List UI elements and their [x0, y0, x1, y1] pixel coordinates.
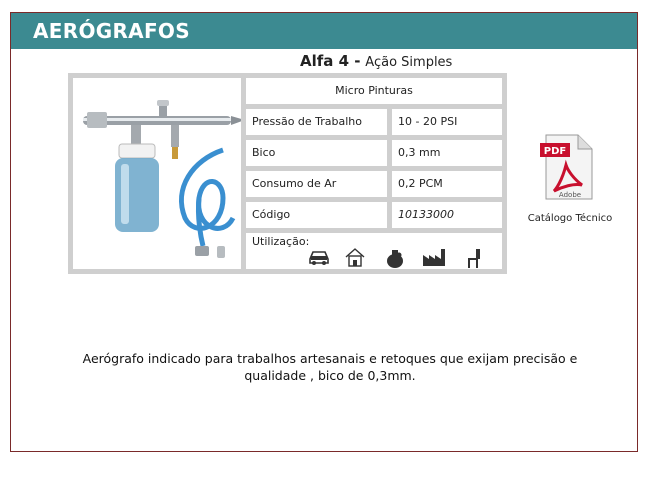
spec-category: Micro Pinturas — [246, 78, 502, 104]
house-icon — [344, 247, 366, 267]
spec-label-air: Consumo de Ar — [246, 171, 387, 197]
page-title: AERÓGRAFOS — [11, 13, 637, 49]
product-image — [73, 78, 241, 269]
product-subtitle: Ação Simples — [365, 55, 453, 70]
product-description: Aerógrafo indicado para trabalhos artesanais e retoques que exijam precisão e qualidade , bico de 0,3mm. — [82, 351, 578, 383]
airbrush-image — [73, 78, 241, 269]
spec-value-nozzle: 0,3 mm — [392, 140, 502, 166]
car-icon — [308, 247, 330, 267]
spec-value-air: 0,2 PCM — [392, 171, 502, 197]
svg-text:PDF: PDF — [543, 146, 567, 157]
pottery-icon — [384, 247, 406, 269]
product-name: Alfa 4 - — [300, 52, 361, 70]
spec-value-code: 10133000 — [392, 202, 502, 228]
usage-row — [246, 233, 502, 269]
factory-icon — [422, 247, 448, 267]
spec-label-nozzle: Bico — [246, 140, 387, 166]
svg-text:Adobe: Adobe — [558, 191, 582, 199]
spec-label-pressure: Pressão de Trabalho — [246, 109, 387, 135]
pdf-icon — [538, 131, 598, 203]
spec-label-code: Código — [246, 202, 387, 228]
usage-label: Utilização: — [252, 235, 310, 248]
pdf-catalog-link[interactable] — [538, 131, 598, 203]
product-title — [300, 52, 452, 70]
catalog-label[interactable]: Catálogo Técnico — [527, 213, 613, 224]
chair-icon — [466, 247, 484, 269]
usage-icons — [306, 247, 496, 269]
spec-table — [68, 73, 507, 274]
spec-value-pressure: 10 - 20 PSI — [392, 109, 502, 135]
